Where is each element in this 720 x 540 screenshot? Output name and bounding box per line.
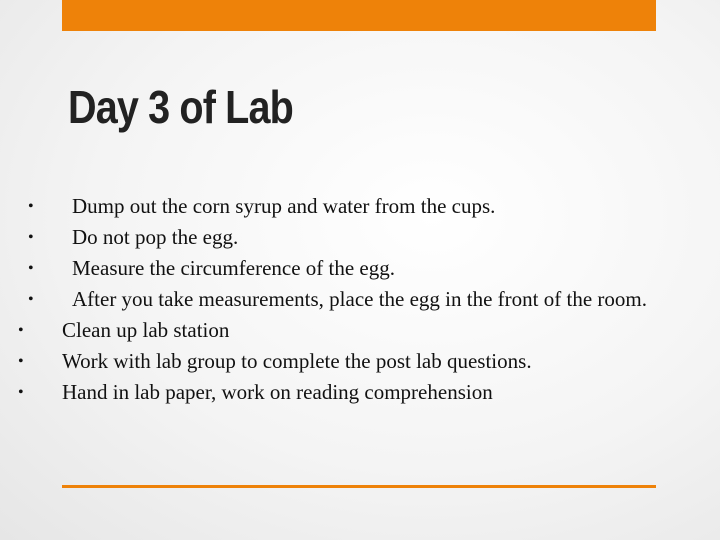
bullet-dot-icon: •	[28, 291, 34, 308]
bullet-dot-icon: •	[18, 384, 24, 401]
bullet-text-6: Work with lab group to complete the post lab questions.	[62, 349, 532, 373]
bullet-item-2	[28, 222, 668, 253]
bullet-text-3: Measure the circumference of the egg.	[72, 256, 395, 280]
bullet-dot-icon: •	[28, 260, 34, 277]
bullet-item-5	[18, 315, 668, 346]
bullet-item-4	[28, 284, 668, 315]
bullet-dot-icon: •	[18, 322, 24, 339]
bullet-text-5: Clean up lab station	[62, 318, 230, 342]
bullet-item-3	[28, 253, 668, 284]
bottom-accent-line	[62, 485, 656, 488]
bullet-dot-icon: •	[28, 198, 34, 215]
bullet-text-1: Dump out the corn syrup and water from the cups.	[72, 194, 496, 218]
bullet-text-2: Do not pop the egg.	[72, 225, 239, 249]
bullet-text-4: After you take measurements, place the egg in the front of the room.	[72, 287, 647, 311]
bullet-list	[18, 191, 668, 408]
slide-title: Day 3 of Lab	[68, 81, 293, 133]
top-accent-bar	[62, 0, 656, 31]
bullet-item-6	[18, 346, 668, 377]
bullet-item-7	[18, 377, 668, 408]
bullet-dot-icon: •	[18, 353, 24, 370]
bullet-text-7: Hand in lab paper, work on reading comprehension	[62, 380, 493, 404]
bullet-item-1	[28, 191, 668, 222]
bullet-dot-icon: •	[28, 229, 34, 246]
